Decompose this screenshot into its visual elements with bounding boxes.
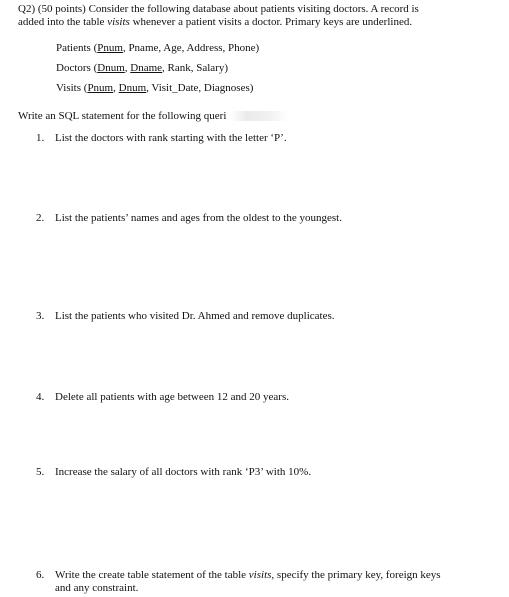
question-number: 3. — [36, 310, 45, 322]
question-number: 6. — [36, 569, 45, 581]
intro-line-2-end: whenever a patient visits a doctor. Primary keys are underlined. — [129, 16, 413, 28]
question-text: Delete all patients with age between 12 and 20 years. — [55, 391, 289, 403]
doctors-table-name: Doctors ( — [56, 62, 98, 74]
obscured-text-smudge — [230, 111, 288, 121]
instruction-line — [18, 110, 498, 123]
patients-table-name: Patients ( — [56, 42, 98, 54]
question-text: List the patients who visited Dr. Ahmed and remove duplicates. — [55, 310, 335, 322]
intro-line-2-start: added into the table — [18, 16, 108, 28]
question-text-line-2: and any constraint. — [55, 582, 139, 594]
instruction-text: Write an SQL statement for the following queri — [18, 110, 227, 122]
question-number: 1. — [36, 132, 45, 144]
patients-primary-key: Pnum — [97, 42, 123, 54]
doctors-attributes: , Rank, Salary) — [162, 62, 228, 74]
question-text-start: Write the create table statement of the table — [55, 569, 249, 581]
question-text: List the patients’ names and ages from the oldest to the youngest. — [55, 212, 342, 224]
question-text-end: , specify the primary key, foreign keys — [271, 569, 441, 581]
schema-visits — [56, 78, 476, 98]
schema-patients — [56, 38, 476, 58]
question-intro — [18, 3, 498, 29]
doctors-primary-key: Dnum — [97, 62, 125, 74]
question-number: 4. — [36, 391, 45, 403]
visits-primary-key-2: Dnum — [118, 82, 147, 94]
question-text: List the doctors with rank starting with the letter ‘P’. — [55, 132, 287, 144]
visits-separator: , — [113, 82, 119, 94]
visits-attributes: , Visit_Date, Diagnoses) — [146, 82, 254, 94]
visits-table-name: Visits ( — [56, 82, 88, 94]
question-text — [55, 569, 495, 595]
patients-attributes: , Pname, Age, Address, Phone) — [122, 42, 260, 54]
visits-italic: visits — [107, 16, 130, 28]
doctors-key-2: Dname — [130, 62, 163, 74]
question-text: Increase the salary of all doctors with rank ‘P3’ with 10%. — [55, 466, 312, 478]
database-schema — [56, 38, 476, 98]
intro-line-1: Q2) (50 points) Consider the following database about patients visiting doctors. A record is — [18, 3, 419, 15]
doctors-separator: , — [124, 62, 131, 74]
visits-primary-key-1: Pnum — [87, 82, 114, 94]
question-number: 5. — [36, 466, 45, 478]
schema-doctors — [56, 58, 476, 78]
intro-line-2 — [18, 16, 498, 29]
visits-italic: visits — [248, 569, 272, 581]
question-number: 2. — [36, 212, 45, 224]
